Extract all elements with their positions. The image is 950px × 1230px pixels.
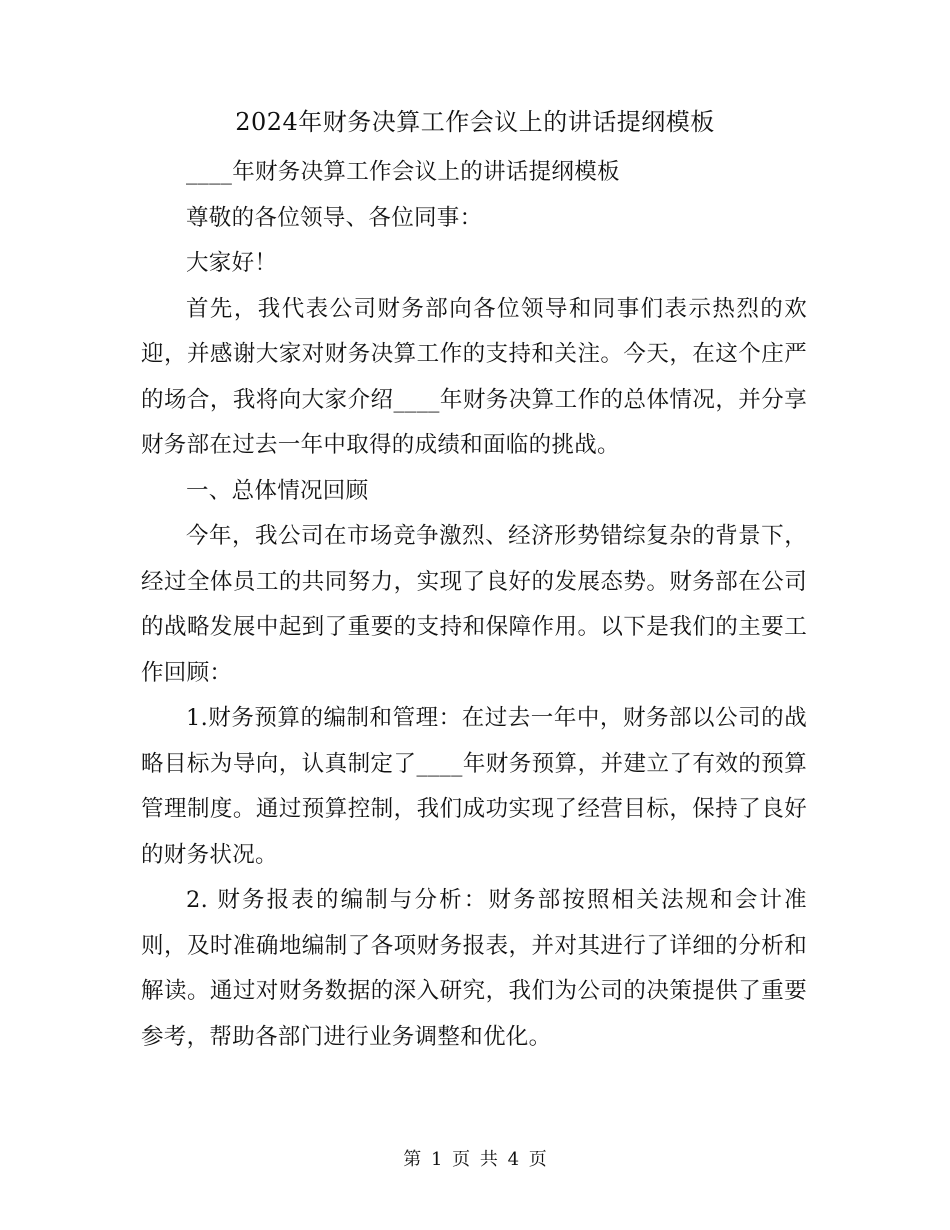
document-body — [141, 150, 807, 1060]
budget-paragraph: 1.财务预算的编制和管理：在过去一年中，财务部以公司的战略目标为导向，认真制定了____年财务预算，并建立了有效的预算管理制度。通过预算控制，我们成功实现了经营目标，保持了良好的财务状况。 — [141, 705, 807, 868]
review-paragraph: 今年，我公司在市场竞争激烈、经济形势错综复杂的背景下，经过全体员工的共同努力，实现了良好的发展态势。财务部在公司的战略发展中起到了重要的支持和保障作用。以下是我们的主要工作回顾： — [141, 523, 807, 686]
document-title: 2024年财务决算工作会议上的讲话提纲模板 — [235, 108, 715, 136]
section-heading: 一、总体情况回顾 — [186, 477, 369, 504]
page-footer: 第 1 页 共 4 页 — [403, 1149, 547, 1170]
greeting-paragraph: 大家好！ — [186, 250, 278, 276]
intro-paragraph: 首先，我代表公司财务部向各位领导和同事们表示热烈的欢迎，并感谢大家对财务决算工作的支持和关注。今天，在这个庄严的场合，我将向大家介绍____年财务决算工作的总体情况，并分享财务部在过去一年中取得的成绩和面临的挑战。 — [141, 295, 807, 458]
subtitle-paragraph: ____年财务决算工作会议上的讲话提纲模板 — [186, 159, 620, 185]
salutation-paragraph: 尊敬的各位领导、各位同事： — [186, 204, 483, 231]
reports-paragraph: 2. 财务报表的编制与分析：财务部按照相关法规和会计准则，及时准确地编制了各项财务报表，并对其进行了详细的分析和解读。通过对财务数据的深入研究，我们为公司的决策提供了重要参考，帮助各部门进行业务调整和优化。 — [141, 887, 807, 1050]
